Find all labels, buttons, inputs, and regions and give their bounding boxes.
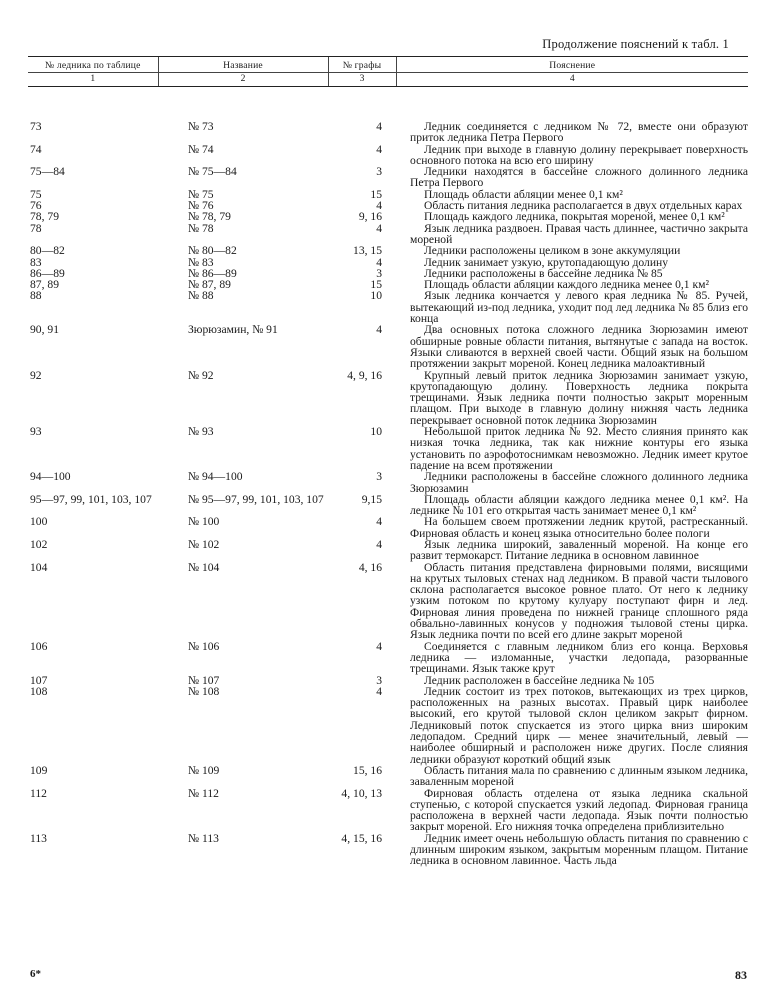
- table-row: [28, 426, 748, 471]
- glacier-id-cell: 109: [30, 763, 48, 777]
- table-body: [28, 87, 748, 867]
- glacier-name-cell: № 76: [188, 199, 214, 213]
- glacier-id-cell: 78, 79: [30, 210, 59, 224]
- glacier-name-cell: Зюрюзамин, № 91: [188, 323, 278, 337]
- glacier-name-cell: № 92: [188, 368, 214, 382]
- explanation-cell: Ледники расположены в бассейне сложного долинного ледника Зюрюзамин: [410, 470, 748, 495]
- column-refs-cell: 4, 15, 16: [341, 831, 382, 845]
- explanation-cell: Соединяется с главным ледником близ его конца. Верховья ледника — изломанные, участки ледопада, разорванные трещинами. Язык также крут: [410, 639, 748, 676]
- table-top-spacer: [28, 87, 748, 122]
- column-refs-cell: 4, 10, 13: [341, 786, 382, 800]
- glacier-name-cell: № 78: [188, 221, 214, 235]
- table-header-row: [28, 57, 748, 73]
- explanation-cell: Небольшой приток ледника № 92. Место слияния принято как низкая точка ледника, так как нижние контуры его языка установить по аэрофотоснимкам невозможно. Ледник имеет крутое падение на всем протяжении: [410, 425, 748, 472]
- explanation-cell: Ледник занимает узкую, крутопадающую долину: [424, 255, 669, 269]
- glacier-name-cell: № 104: [188, 560, 220, 574]
- column-refs-cell: 13, 15: [353, 244, 382, 258]
- glacier-id-cell: 78: [30, 221, 42, 235]
- explanation-cell: Ледник при выходе в главную долину перекрывает поверхность основного потока на всю его ширину: [410, 142, 748, 167]
- column-number-1: 1: [28, 73, 158, 87]
- explanation-cell: Область питания ледника располагается в двух отдельных карах: [424, 199, 743, 213]
- explanation-cell: Площадь области абляции менее 0,1 км²: [424, 187, 623, 201]
- glacier-name-cell: № 80—82: [188, 244, 237, 258]
- header-explanation: Пояснение: [396, 57, 748, 73]
- table-row: [28, 223, 748, 246]
- glacier-table: [28, 56, 748, 867]
- glacier-name-cell: № 113: [188, 831, 219, 845]
- glacier-id-cell: 94—100: [30, 470, 71, 484]
- column-refs-cell: 15: [370, 278, 382, 292]
- column-refs-cell: 4: [376, 684, 382, 698]
- glacier-id-cell: 90, 91: [30, 323, 59, 337]
- glacier-name-cell: № 108: [188, 684, 220, 698]
- column-refs-cell: 4: [376, 120, 382, 133]
- table-row: [28, 166, 748, 189]
- column-refs-cell: 9,15: [361, 492, 382, 506]
- table-row: [28, 788, 748, 833]
- column-refs-cell: 3: [376, 266, 382, 280]
- glacier-id-cell: 112: [30, 786, 47, 800]
- column-refs-cell: 10: [370, 289, 382, 303]
- signature-mark: 6*: [30, 968, 41, 980]
- glacier-name-cell: № 88: [188, 289, 214, 303]
- column-refs-cell: 4: [376, 255, 382, 269]
- glacier-id-cell: 104: [30, 560, 48, 574]
- page-number: 83: [735, 968, 747, 982]
- table-row: [28, 144, 748, 167]
- column-refs-cell: 3: [376, 165, 382, 179]
- explanation-cell: Два основных потока сложного ледника Зюрюзамин имеют обширные ровные области питания, вытянутые с запада на восток. Языки сливаются в верхней своей части. Общий язык на большом протяжении закрыт мореной. Конец ледника малоактивный: [410, 323, 748, 371]
- column-number-4: 4: [396, 73, 748, 87]
- table-row: [28, 833, 748, 867]
- explanation-cell: Язык ледника раздвоен. Правая часть длиннее, частично закрыта мореной: [410, 221, 748, 246]
- column-refs-cell: 9, 16: [358, 210, 382, 224]
- table-row: [28, 686, 748, 765]
- table-row: [28, 471, 748, 494]
- glacier-id-cell: 75—84: [30, 165, 65, 179]
- glacier-name-cell: № 94—100: [188, 470, 243, 484]
- explanation-cell: Ледник расположен в бассейне ледника № 105: [424, 673, 655, 687]
- glacier-name-cell: № 87, 89: [188, 278, 231, 292]
- glacier-id-cell: 107: [30, 673, 48, 687]
- column-refs-cell: 4: [376, 142, 382, 156]
- explanation-cell: Область питания представлена фирновыми полями, висящими на крутых тыловых стенах над ледником. В правой части тылового склона располагается высокое ровное плато. От него к леднику узким потоком по крутому кулуару поступают фирн и лед. Фирновая линия проведена по нижней границе сплошного ряда обвально-лавинных конусов у подножия тыловой стены цирка. Язык ледника почти по всей его длине закрыт мореной: [410, 560, 748, 642]
- glacier-name-cell: № 78, 79: [188, 210, 231, 224]
- glacier-name-cell: № 102: [188, 537, 220, 551]
- table-row: [28, 516, 748, 539]
- glacier-name-cell: № 112: [188, 786, 219, 800]
- explanation-cell: Площадь области абляции каждого ледника менее 0,1 км²: [424, 278, 709, 292]
- glacier-name-cell: № 95—97, 99, 101, 103, 107: [188, 492, 324, 506]
- glacier-id-cell: 86—89: [30, 266, 65, 280]
- column-refs-cell: 10: [370, 425, 382, 439]
- glacier-id-cell: 100: [30, 515, 48, 529]
- glacier-name-cell: № 74: [188, 142, 214, 156]
- glacier-name-cell: № 106: [188, 639, 220, 653]
- explanation-cell: Язык ледника широкий, заваленный мореной. На конце его развит термокарст. Питание ледника в основном лавинное: [410, 537, 748, 563]
- column-refs-cell: 3: [376, 673, 382, 687]
- column-number-row: [28, 73, 748, 87]
- explanation-cell: Область питания мала по сравнению с длинным языком ледника, заваленным мореной: [410, 763, 748, 789]
- explanation-cell: Ледники расположены в бассейне ледника № 85: [424, 266, 663, 280]
- column-refs-cell: 15, 16: [353, 763, 382, 777]
- column-refs-cell: 4: [376, 639, 382, 653]
- explanation-cell: Площадь области абляции каждого ледника менее 0,1 км². На леднике № 101 его открытая часть занимает менее 0,1 км²: [410, 492, 748, 518]
- table-row: [28, 562, 748, 641]
- glacier-id-cell: 108: [30, 684, 48, 698]
- explanation-cell: Ледник состоит из трех потоков, вытекающих из трех цирков, расположенных на разных высотах. Правый цирк наиболее высокий, его крутой тыловой склон целиком закрыт фирном. Ледниковый поток спускается из этого цирка вниз широким ледопадом. Средний цирк — менее значительный, левый — наиболее обширный и расположен ниже других. После слияния ледники образуют короткий общий язык: [410, 684, 748, 766]
- explanation-cell: Ледники расположены целиком в зоне аккумуляции: [424, 244, 681, 258]
- glacier-id-cell: 106: [30, 639, 48, 653]
- header-name: Название: [158, 57, 328, 73]
- table-row: [28, 121, 748, 144]
- column-refs-cell: 4: [376, 199, 382, 213]
- glacier-name-cell: № 73: [188, 120, 214, 133]
- glacier-id-cell: 93: [30, 425, 42, 439]
- table-row: [28, 211, 748, 222]
- glacier-id-cell: 87, 89: [30, 278, 59, 292]
- explanation-cell: Крупный левый приток ледника Зюрюзамин занимает узкую, крутопадающую долину. Поверхность ледника покрыта трещинами. Язык ледника почти полностью закрыт моренным плащом. При выходе в главную долину нижняя часть ледника перекрывает основной поток ледника Зюрюзамин: [410, 368, 748, 427]
- column-refs-cell: 4, 16: [358, 560, 382, 574]
- explanation-cell: Язык ледника кончается у левого края ледника № 85. Ручей, вытекающий из-под ледника, уходит под лед ледника № 85 близ его конца: [410, 289, 748, 326]
- table-row: [28, 539, 748, 562]
- column-number-3: 3: [328, 73, 396, 87]
- column-refs-cell: 4: [376, 221, 382, 235]
- table-row: [28, 494, 748, 517]
- glacier-id-cell: 88: [30, 289, 42, 303]
- glacier-id-cell: 75: [30, 187, 42, 201]
- glacier-name-cell: № 75—84: [188, 165, 237, 179]
- table-row: [28, 370, 748, 426]
- header-glacier-number: № ледника по таблице: [28, 57, 158, 73]
- column-refs-cell: 15: [370, 187, 382, 201]
- table-row: [28, 641, 748, 675]
- explanation-cell: Ледники находятся в бассейне сложного долинного ледника Петра Первого: [410, 165, 748, 190]
- glacier-name-cell: № 109: [188, 763, 220, 777]
- column-refs-cell: 4: [376, 515, 382, 529]
- column-refs-cell: 4, 9, 16: [347, 368, 382, 382]
- glacier-name-cell: № 83: [188, 255, 214, 269]
- glacier-id-cell: 92: [30, 368, 42, 382]
- glacier-id-cell: 95—97, 99, 101, 103, 107: [30, 492, 152, 506]
- continuation-caption: Продолжение пояснений к табл. 1: [542, 37, 729, 51]
- glacier-name-cell: № 107: [188, 673, 220, 687]
- explanation-cell: Ледник соединяется с ледником № 72, вместе они образуют приток ледника Петра Первого: [410, 120, 748, 145]
- table-row: [28, 765, 748, 788]
- glacier-name-cell: № 75: [188, 187, 214, 201]
- column-number-2: 2: [158, 73, 328, 87]
- glacier-id-cell: 83: [30, 255, 42, 269]
- table-row: [28, 290, 748, 324]
- glacier-id-cell: 73: [30, 120, 42, 133]
- glacier-id-cell: 74: [30, 142, 42, 156]
- explanation-cell: Ледник имеет очень небольшую область питания по сравнению с длинным широким языком, закрытым моренным плащом. Питание ледника в основном лавинное. Часть льда: [410, 831, 748, 868]
- glacier-id-cell: 113: [30, 831, 47, 845]
- glacier-id-cell: 80—82: [30, 244, 65, 258]
- header-column-number: № графы: [328, 57, 396, 73]
- explanation-cell: Фирновая область отделена от языка ледника скальной ступенью, с которой спускается узкий ледопад. Фирновая граница расположена в верхней части ледопада. Язык почти полностью закрыт мореной. Его нижняя точка определена приблизительно: [410, 786, 748, 834]
- glacier-id-cell: 102: [30, 537, 48, 551]
- table-row: [28, 245, 748, 256]
- column-refs-cell: 4: [376, 537, 382, 551]
- table-row: [28, 324, 748, 369]
- column-refs-cell: 4: [376, 323, 382, 337]
- explanation-cell: На большем своем протяжении ледник крутой, растресканный. Фирновая область и конец языка относительно более пологи: [410, 515, 748, 540]
- glacier-id-cell: 76: [30, 199, 42, 213]
- glacier-name-cell: № 86—89: [188, 266, 237, 280]
- column-refs-cell: 3: [376, 470, 382, 484]
- glacier-name-cell: № 100: [188, 515, 220, 529]
- glacier-name-cell: № 93: [188, 425, 214, 439]
- explanation-cell: Площадь каждого ледника, покрытая мореной, менее 0,1 км²: [424, 210, 725, 224]
